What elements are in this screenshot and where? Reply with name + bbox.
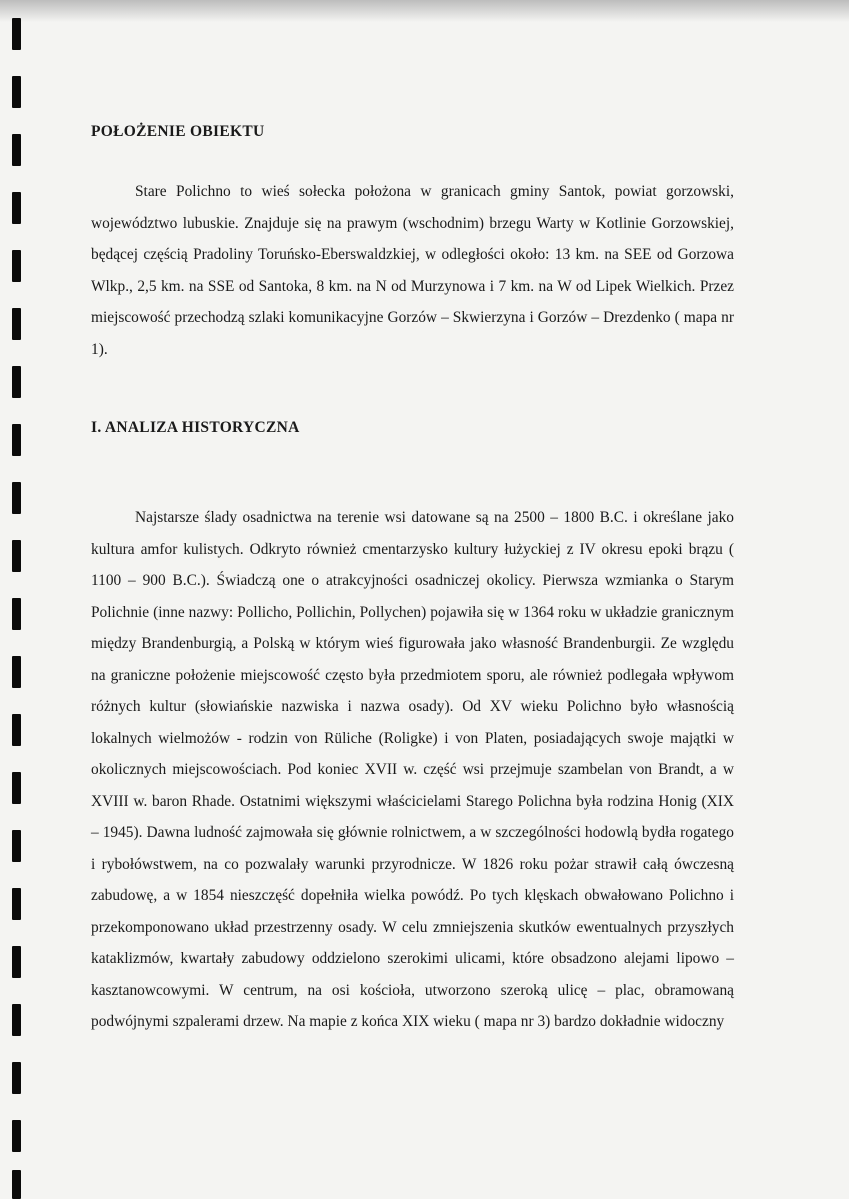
- binding-hole: [12, 482, 21, 514]
- binding-hole: [12, 946, 21, 978]
- scan-shadow: [0, 0, 849, 22]
- binding-hole: [12, 1170, 21, 1199]
- paragraph-history: Najstarsze ślady osadnictwa na terenie wsi datowane są na 2500 – 1800 B.C. i określane jako kultura amfor kulistych. Odkryto również cmentarzysko kultury łużyckiej z IV okresu epoki brązu ( 1100 – 900 B.C.). Świadczą one o atrakcyjności osadniczej okolicy. Pierwsza wzmianka o Starym Polichnie (inne nazwy: Pollicho, Pollichin, Pollychen) pojawiła się w 1364 roku w układzie granicznym między Brandenburgią, a Polską w którym wieś figurowała jako własność Brandenburgii. Ze względu na graniczne położenie miejscowość często była przedmiotem sporu, ale również podlegała wpływom różnych kultur (słowiańskie nazwiska i nazwa osady). Od XV wieku Polichno było własnością lokalnych wielmożów - rodzin von Rüliche (Roligke) i von Platen, posiadających swoje majątki w okolicznych miejscowościach. Pod koniec XVII w. część wsi przejmuje szambelan von Brandt, a w XVIII w. baron Rhade. Ostatnimi większymi właścicielami Starego Polichna była rodzina Honig (XIX – 1945). Dawna ludność zajmowała się głównie rolnictwem, a w szczególności hodowlą bydła rogatego i rybołówstwem, na co pozwalały warunki przyrodnicze. W 1826 roku pożar strawił całą ówczesną zabudowę, a w 1854 nieszczęść dopełniła wielka powódź. Po tych klęskach obwałowano Polichno i przekomponowano układ przestrzenny osady. W celu zmniejszenia skutków ewentualnych przyszłych kataklizmów, kwartały zabudowy oddzielono szerokimi ulicami, które obsadzono alejami lipowo – kasztanowcowymi. W centrum, na osi kościoła, utworzono szeroką ulicę – plac, obramowaną podwójnymi szpalerami drzew. Na mapie z końca XIX wieku ( mapa nr 3) bardzo dokładnie widoczny: [91, 509, 734, 1030]
- binding-hole: [12, 598, 21, 630]
- binding-hole: [12, 18, 21, 50]
- binding-hole: [12, 308, 21, 340]
- binding-hole: [12, 250, 21, 282]
- binding-hole: [12, 366, 21, 398]
- binding-hole: [12, 424, 21, 456]
- binding-hole: [12, 1120, 21, 1152]
- binding-holes: [0, 0, 40, 1199]
- binding-hole: [12, 540, 21, 572]
- section-heading-history: I. ANALIZA HISTORYCZNA: [91, 419, 300, 436]
- binding-hole: [12, 656, 21, 688]
- binding-hole: [12, 76, 21, 108]
- binding-hole: [12, 714, 21, 746]
- binding-hole: [12, 888, 21, 920]
- section-heading-location: POŁOŻENIE OBIEKTU: [91, 123, 265, 140]
- binding-hole: [12, 1062, 21, 1094]
- paragraph-location: Stare Polichno to wieś sołecka położona w granicach gminy Santok, powiat gorzowski, województwo lubuskie. Znajduje się na prawym (wschodnim) brzegu Warty w Kotlinie Gorzowskiej, będącej częścią Pradoliny Toruńsko-Eberswaldzkiej, w odległości około: 13 km. na SEE od Gorzowa Wlkp., 2,5 km. na SSE od Santoka, 8 km. na N od Murzynowa i 7 km. na W od Lipek Wielkich. Przez miejscowość przechodzą szlaki komunikacyjne Gorzów – Skwierzyna i Gorzów – Drezdenko ( mapa nr 1).: [91, 183, 734, 358]
- binding-hole: [12, 1004, 21, 1036]
- binding-hole: [12, 830, 21, 862]
- binding-hole: [12, 772, 21, 804]
- binding-hole: [12, 134, 21, 166]
- binding-hole: [12, 192, 21, 224]
